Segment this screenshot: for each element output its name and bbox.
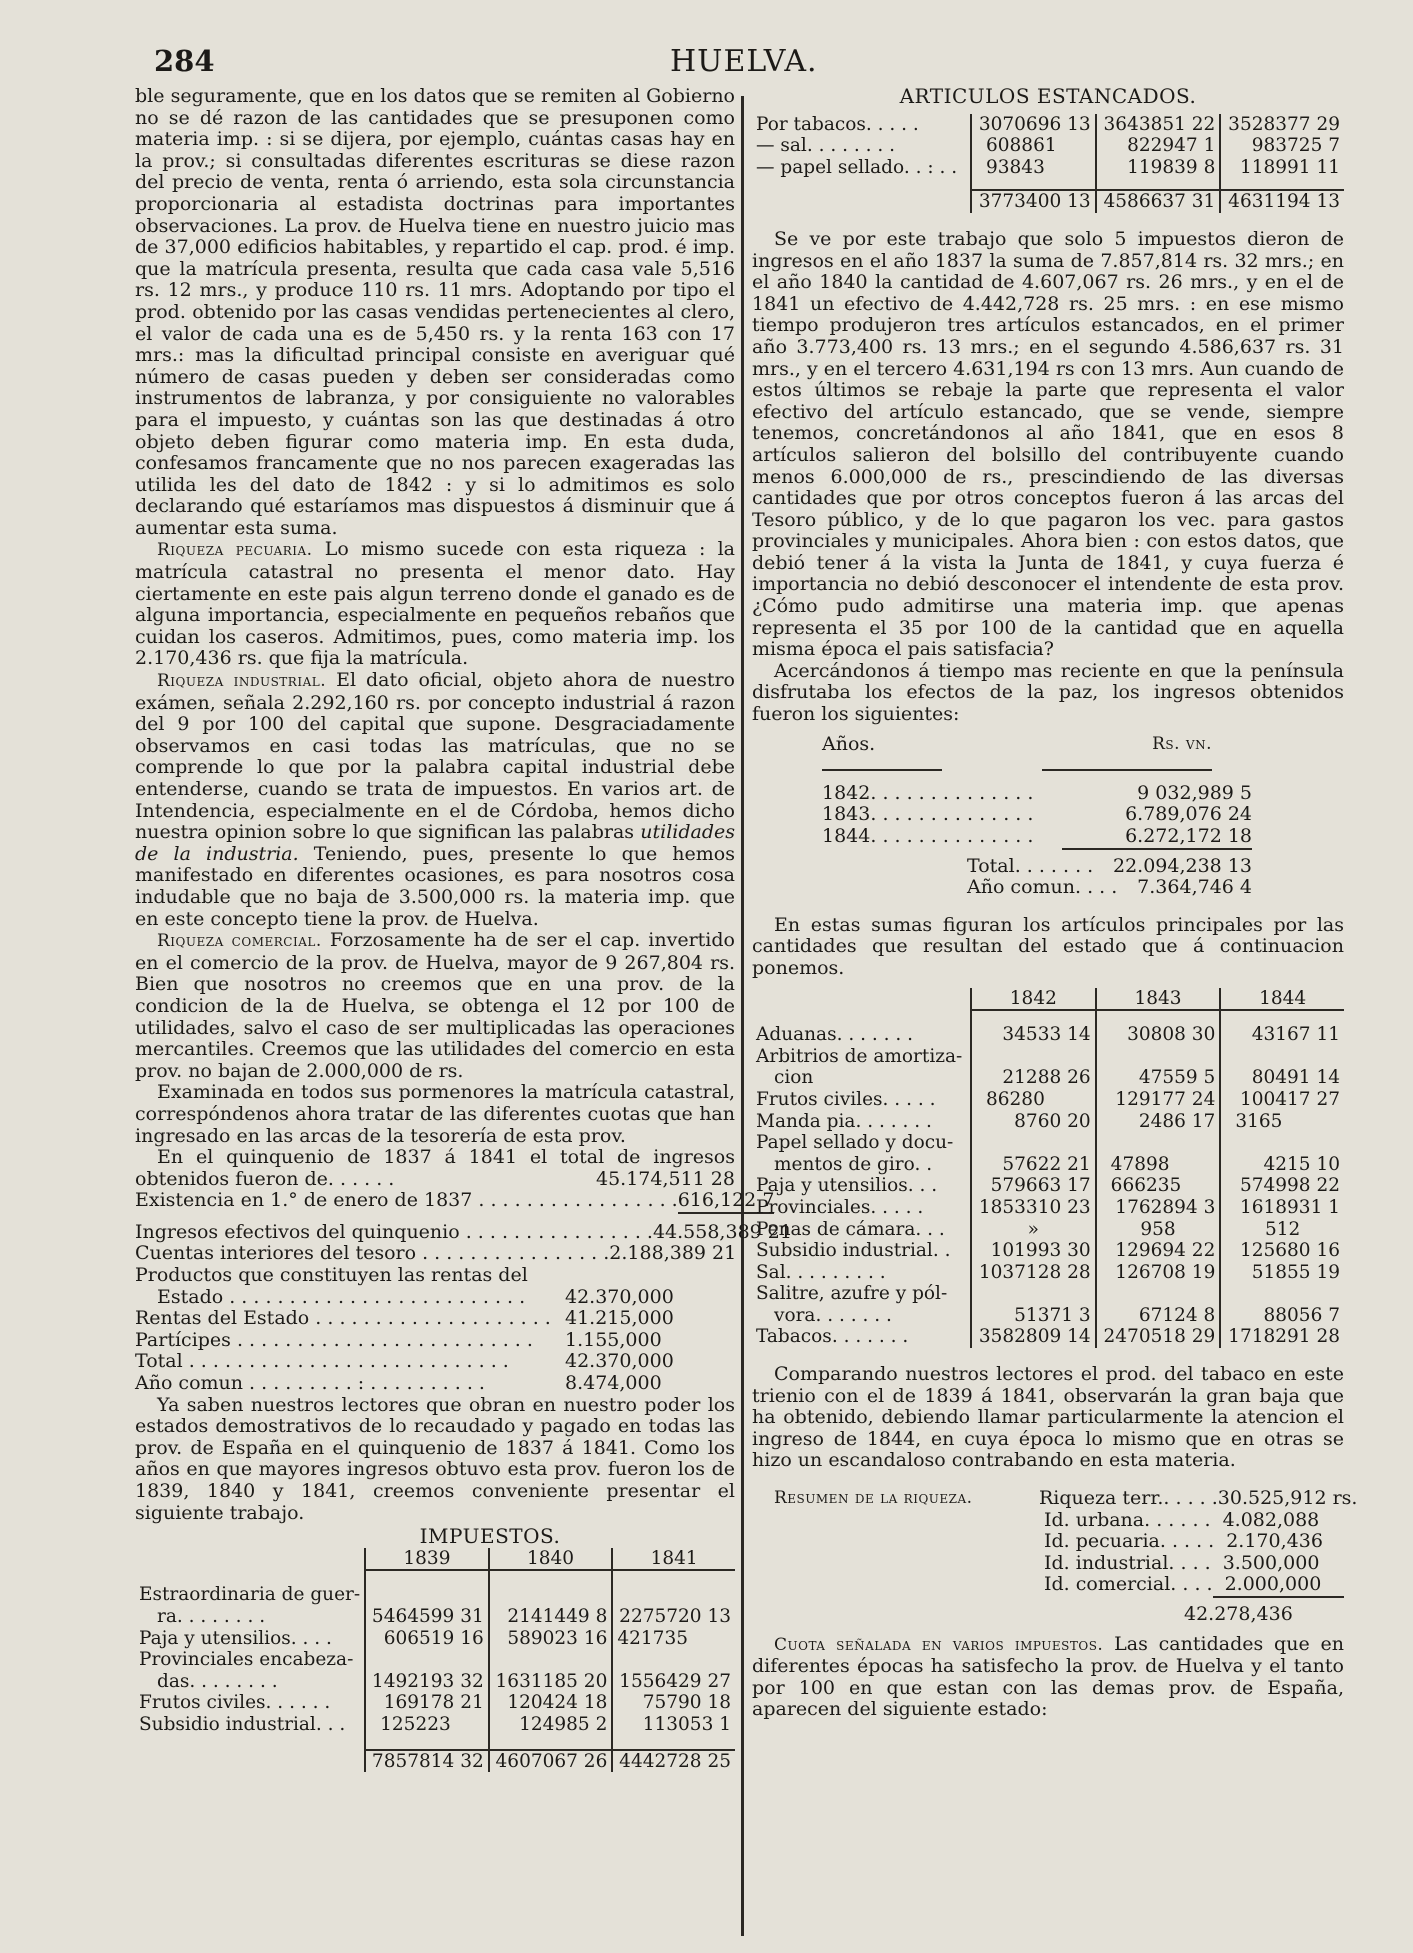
table-cell: 100417 27 [1220,1089,1344,1111]
row-label: Aduanas [756,1024,837,1046]
year-header: 1839 [365,1548,489,1571]
table-row: Provinciales. . . . . 1853310 23 1762894 3 1618931 1 [752,1197,1344,1219]
table-row: Por tabacos. . . . . 3070696 13 3643851 22 3528377 29 [752,114,1344,136]
resumen-label: Id. urbana [1044,1508,1145,1531]
row-rentas: Rentas del Estado . . . . . . . . . . . . . . . . . . . . 41.215,000 [135,1308,735,1330]
table-row: Paja y utensilios. . . . 606519 16 589023 16 421735 [135,1628,735,1650]
table-row: vora. . . . . . . 51371 3 67124 8 88056 7 [752,1305,1344,1327]
anos-heading: Años. [822,732,876,755]
year-value: 6.272,172 18 [1062,826,1252,850]
row-label: ra [157,1605,177,1627]
label-anio-comun: Año comun [135,1372,244,1395]
table-row: Tabacos. . . . . . . 3582809 14 2470518 29 1718291 28 [752,1326,1344,1348]
paragraph-tabaco: Comparando nuestros lectores el prod. del tabaco en este trienio con el de 1839 á 1841, observarán la gran baja que ha obtenido, debiendo llamar particularmente la atencion el ingreso de 1844, en cuya época lo mismo que en otras se hizo un escandaloso contrabando en esta materia. [752,1363,1344,1472]
value-productos: 42.370,000 [565,1285,674,1308]
table-cell: 118991 11 [1220,157,1344,179]
table-cell: 124985 2 [489,1714,613,1736]
text-pecuaria: Lo mismo sucede con esta riqueza : la matrícula catastral no presenta el menor dato. Hay ciertamente en este pais algun terreno donde el ganado es de alguna importancia, especialmente en pequeños rebaños que cuidan los caseros. Admitimos, pues, como materia imp. los 2.170,436 rs. que fija la matrícula. [135,538,735,670]
row-label: cion [774,1067,814,1089]
table-cell: 574998 22 [1220,1175,1344,1197]
table-cell: 1762894 3 [1096,1197,1221,1219]
table-cell: 51855 19 [1220,1262,1344,1284]
table-row: Aduanas. . . . . . . 34533 14 30808 30 43167 11 [752,1024,1344,1046]
table-cell: 3643851 22 [1096,114,1221,136]
row-ingresos: Ingresos efectivos del quinquenio . . . . . . . . . . . . . . . . 44.558,389 21 [135,1220,792,1243]
column-divider [741,96,744,1936]
table-cell: 57622 21 [971,1154,1096,1176]
row-label: Provinciales encabeza- [139,1649,354,1671]
table-cell: 126708 19 [1096,1262,1221,1284]
table-cell: 579663 17 [971,1175,1096,1197]
year-header: 1840 [489,1548,613,1571]
table-row [752,1067,1344,1089]
year-label: 1844 [822,825,871,847]
heading-riqueza-pecuaria: Riqueza pecuaria. [157,540,313,561]
value-total: 42.370,000 [565,1350,674,1373]
anos-total-row: Total. . . . . . . 22.094,238 13 [967,854,1252,877]
row-label: Por tabacos [756,113,866,135]
year-header: 1842 [971,988,1096,1011]
table-row: — sal. . . . . . . . 608861 822947 1 983725 7 [752,135,1344,157]
row-label: vora [774,1304,816,1326]
table-cell: 1037128 28 [971,1262,1096,1284]
text-industrial-a: El dato oficial, objeto ahora de nuestro exámen, señala 2.292,160 rs. por concepto industrial á razon del 9 por 100 del capital que supone. Desgraciadamente observamos en casi todas las matrículas, que no se comprende lo que por la palabra capital industrial debe entenderse, cuando se trata de impuestos. En varios art. de Intendencia, especialmente en el de Córdoba, hemos dicho nuestra opinion sobre lo que significan las palabras [135,669,735,844]
table-cell: 51371 3 [971,1305,1096,1327]
table-cell: 125223 [365,1714,489,1736]
table-cell: 129177 24 [1096,1089,1221,1111]
page-header [0,44,1413,84]
resumen-value: 30.525,912 rs. [1217,1487,1358,1510]
paragraph-quinquenio: En el quinquenio de 1837 á 1841 el total de ingresos obtenidos fueron de. . . . . . 45.174,511 28 [135,1146,735,1190]
heading-cuota: Cuota señalada en varios impuestos. [774,1634,1104,1655]
row-existencia: Existencia en 1.° de enero de 1837 . . . . . . . . . . . . . . . . . 616,122 7 [135,1190,735,1214]
resumen-label: Id. industrial [1044,1551,1169,1574]
resumen-label: Id. comercial [1044,1573,1171,1596]
table-cell: 2486 17 [1096,1111,1221,1133]
table-cell: 86280 [971,1089,1096,1111]
text-cuota: Las cantidades que en diferentes épocas ha satisfecho la prov. de Huelva y el tanto por 100 en que estan con las demas prov. de España, aparecen del siguiente estado: [752,1632,1344,1721]
row-label: das [157,1670,190,1692]
row-label: Provinciales [756,1196,871,1218]
row-label: — sal [756,135,807,157]
table-cell: 3165 [1220,1111,1344,1133]
year-label: 1842 [822,781,871,804]
table-cell: 666235 [1096,1175,1221,1197]
table-cell: » [971,1219,1096,1241]
resumen-row: Id. pecuaria. . . . . 2.170,436 [1039,1531,1344,1553]
heading-riqueza-comercial: Riqueza comercial. [157,931,322,952]
rs-heading: Rs. vn. [1152,733,1212,754]
table-row [752,1283,1344,1305]
value-cuentas: 2.188,389 21 [609,1242,737,1265]
table-row [135,1649,735,1671]
paragraph-comercial [135,930,735,1082]
row-label: Subsidio industrial [139,1713,316,1735]
year-header: 1843 [1096,988,1221,1011]
row-label: Subsidio industrial [756,1240,933,1262]
row-label: Sal [756,1261,786,1283]
table-cell: 1492193 32 [365,1671,489,1693]
resumen-total: 42.278,436 [1184,1603,1293,1625]
row-productos: Estado . . . . . . . . . . . . . . . . . . . . . . . . . 42.370,000 [135,1287,735,1309]
table-cell: 2470518 29 [1096,1326,1221,1348]
anos-row: 1842. . . . . . . . . . . . . . 9 032,989 5 [822,781,1252,804]
anos-header [752,734,1212,756]
table-cell: 512 [1220,1219,1344,1241]
left-column [135,85,792,1772]
heading-resumen: Resumen de la riqueza. [774,1488,973,1509]
table-cell: 101993 30 [971,1240,1096,1262]
table-cell: 8760 20 [971,1111,1096,1133]
label-rentas: Rentas del Estado [135,1307,310,1330]
row-label: Paja y utensilios [139,1627,291,1649]
table-cell: 1556429 27 [612,1671,735,1693]
paragraph-peninsula: Acercándonos á tiempo mas reciente en que la península disfrutaba los efectos de la paz, los ingresos obtenidos fueron los siguientes: [752,659,1344,726]
table-cell: 21288 26 [971,1067,1096,1089]
total-cell: 3773400 13 [971,190,1096,213]
page-number: 284 [154,44,215,78]
row-label: Penas de cámara [756,1218,916,1240]
value-participes: 1.155,000 [565,1328,662,1351]
anos-comun-value: 7.364,746 4 [1137,876,1252,899]
row-label: Frutos civiles [756,1088,883,1110]
paragraph-industrial [135,670,735,930]
value-rentas: 41.215,000 [565,1307,674,1330]
year-label: 1843 [822,803,871,826]
table-cell: 113053 1 [612,1714,735,1736]
resumen-label: Id. pecuaria [1044,1530,1160,1553]
table-row: Subsidio industrial. . . 125223 124985 2 113053 1 [135,1714,735,1736]
anos-comun-row: Año comun. . . . 7.364,746 4 [967,876,1252,899]
table-row: Sal. . . . . . . . . 1037128 28 126708 19 51855 19 [752,1262,1344,1284]
label-participes: Partícipes [135,1328,231,1351]
resumen-value: 2.000,000 [1213,1574,1344,1598]
table-cell: 1718291 28 [1220,1326,1344,1348]
estancados-total-row [752,190,1344,213]
total-cell: 7857814 32 [365,1750,489,1773]
row-participes: Partícipes . . . . . . . . . . . . . . . . . . . . . . . . . 1.155,000 [135,1330,735,1352]
impuestos-title: IMPUESTOS. [419,1524,561,1549]
label-productos-estado: Estado [157,1285,224,1308]
total-cell: 4586637 31 [1096,190,1221,213]
paragraph-houses: ble seguramente, que en los datos que se remiten al Gobierno no se dé razon de las cantidades que se presuponen como materia imp. : si se dijera, por ejemplo, cuántas casas hay en la prov.; si consultadas diferentes escrituras se diese razon del precio de venta, renta ó arriendo, esta sola circunstancia proporcionaria al estadista doctrinas para importantes observaciones. La prov. de Huelva tiene en nuestro juicio mas de 37,000 edificios habitables, y repartido el cap. prod. é imp. que la matrícula presenta, resulta que cada casa vale 5,516 rs. 12 mrs., y produce 110 rs. 11 mrs. Adoptando por tipo el prod. obtenido por las casas vendidas pertenecientes al clero, el valor de cada una es de 5,450 rs. y la renta 163 con 17 mrs.: mas la dificultad principal consiste en averiguar qué número de casas pueden y deben ser consideradas como instrumentos de labranza, y por consiguiente no valorables para el impuesto, y cuántas son las que destinadas á otro objeto deben figurar como materia imp. En esta duda, confesamos francamente que no nos parecen exageradas las utilida les del dato de 1842 : y si lo admitimos es solo declarando qué estaríamos mas dispuestos á disminuir que á aumentar esta suma. [135,85,735,539]
table-cell: 93843 [971,157,1096,179]
year-header: 1844 [1220,988,1344,1011]
table-cell: 5464599 31 [365,1606,489,1628]
resumen-row: Id. urbana. . . . . . 4.082,088 [1039,1510,1344,1532]
impuestos-header-row [135,1548,735,1571]
paragraph-estados: Ya saben nuestros lectores que obran en nuestro poder los estados demostrativos de lo recaudado y pagado en todas las prov. de España en el quinquenio de 1837 á 1841. Como los años en que mayores ingresos obtuvo esta prov. fueron los de 1839, 1840 y 1841, creemos conveniente presentar el siguiente trabajo. [135,1393,735,1524]
anos-total-label: Total [967,854,1015,877]
label-existencia: Existencia en 1.° de enero de 1837 [135,1189,473,1212]
table-cell: 608861 [971,135,1096,157]
paragraph-pecuaria [135,539,735,670]
anos-total-value: 22.094,238 13 [1112,854,1252,877]
text-quinquenio: En el quinquenio de 1837 á 1841 el total de ingresos obtenidos fueron de [135,1146,735,1190]
label-cuentas: Cuentas interiores del tesoro [135,1242,417,1265]
table-row: Frutos civiles. . . . . . 169178 21 120424 18 75790 18 [135,1692,735,1714]
resumen-row: Id. industrial. . . . 3.500,000 [1039,1553,1344,1575]
total-cell: 4442728 25 [612,1750,735,1773]
paragraph-matricula: Examinada en todos sus pormenores la matrícula catastral, correspóndenos ahora tratar de las diferentes cuotas que han ingresado en las arcas de la tesorería de esta prov. [135,1081,735,1147]
table-cell: 30808 30 [1096,1024,1221,1046]
estancados-table [752,114,1344,213]
table-cell: 1631185 20 [489,1671,613,1693]
table-cell: 75790 18 [612,1692,735,1714]
label-productos: Productos que constituyen las rentas del [135,1264,528,1287]
resumen-row: Id. comercial. . . . 2.000,000 [1039,1574,1344,1598]
row-label: — papel sellado [756,156,904,178]
table-row: Paja y utensilios. . . 579663 17 666235 574998 22 [752,1175,1344,1197]
text-industrial-italic: utilidades de la industria. [135,821,735,865]
table-cell: 3070696 13 [971,114,1096,136]
table-cell: 2141449 8 [489,1606,613,1628]
resumen-value: 4.082,088 [1222,1508,1320,1531]
value-anio-comun: 8.474,000 [565,1372,662,1395]
value-ingresos: 44.558,389 21 [652,1220,792,1243]
table-row [752,1046,1344,1068]
resumen-block [752,1487,1358,1626]
table-cell: 2275720 13 [612,1606,735,1628]
paragraph-impuestos-analysis: Se ve por este trabajo que solo 5 impuestos dieron de ingresos en el año 1837 la suma de 7.857,814 rs. 32 mrs.; en el año 1840 la cantidad de 4.607,067 rs. 26 mrs., y en el de 1841 un efectivo de 4.442,728 rs. 25 mrs. : en ese mismo tiempo produjeron tres artículos estancados, en el primer año 3.773,400 rs. 13 mrs.; en el segundo 4.586,637 rs. 31 mrs., y en el tercero 4.631,194 rs con 13 mrs. Aun cuando de estos últimos se rebaje la parte que representa el valor efectivo del artículo estancado, que se vende, siempre tenemos, concretándonos al año 1841, que en esos 8 artículos salieron del bolsillo del contribuyente cuando menos 6.000,000 de rs., prescindiendo de las diversas cantidades que por otros conceptos fueron á las arcas del Tesoro público, y de lo que pagaron los vec. para gastos provinciales y municipales. Ahora bien : con estos datos, que debió tener á la vista la Junta de 1841, y cuya fuerza é importancia no debió desconocer el intendente de esta prov. ¿Cómo pudo admitirse una materia imp. que apenas representa el 35 por 100 de la cantidad que en aquella misma época el pais satisfacia? [752,227,1344,661]
row-label: Paja y utensilios [756,1175,908,1197]
table-cell: 47559 5 [1096,1067,1221,1089]
heading-riqueza-industrial: Riqueza industrial. [157,671,327,692]
right-column [752,84,1358,1721]
table-row: das. . . . . . . . 1492193 32 1631185 20 1556429 27 [135,1671,735,1693]
text-industrial-b: Teniendo, pues, presente lo que hemos manifestado en diferentes ocasiones, es para nosotros cosa indudable que no baja de 3.500,000 rs. la materia imp. que en este concepto tiene la prov. de Huelva. [135,842,735,930]
resumen-value: 3.500,000 [1222,1551,1320,1574]
row-cuentas: Cuentas interiores del tesoro . . . . . . . . . . . . . . . . 2.188,389 21 [135,1242,737,1265]
table-row [752,1132,1344,1154]
row-label: Frutos civiles [139,1692,266,1714]
paragraph-articulos: En estas sumas figuran los artículos principales por las cantidades que resultan del estado que á continuacion ponemos. [752,913,1344,979]
table-row: Penas de cámara. . . » 958 512 [752,1219,1344,1241]
row-label: Salitre, azufre y pól- [756,1283,948,1305]
detalle-header-row [752,988,1344,1011]
table-cell: 822947 1 [1096,135,1221,157]
table-row: ra. . . . . . . . 5464599 31 2141449 8 2275720 13 [135,1606,735,1628]
table-cell: 606519 16 [365,1628,489,1650]
paragraph-cuota [752,1634,1344,1721]
table-cell: 47898 [1096,1154,1221,1176]
anos-row: 1844. . . . . . . . . . . . . . 6.272,172 18 [752,826,1252,850]
table-cell: 129694 22 [1096,1240,1221,1262]
label-ingresos: Ingresos efectivos del quinquenio [135,1220,460,1243]
year-value: 9 032,989 5 [1137,781,1252,804]
table-cell: 4215 10 [1220,1154,1344,1176]
table-row: mentos de giro. . 57622 21 47898 4215 10 [752,1154,1344,1176]
row-label: Tabacos [756,1326,832,1348]
table-cell: 67124 8 [1096,1305,1221,1327]
year-value: 6.789,076 24 [1125,803,1252,826]
resumen-row: Riqueza terr.. . . . . 30.525,912 rs. [1039,1487,1358,1510]
table-cell: 88056 7 [1220,1305,1344,1327]
anos-comun-label: Año comun [967,876,1076,899]
table-cell: 34533 14 [971,1024,1096,1046]
table-cell: 80491 14 [1220,1067,1344,1089]
table-cell: 169178 21 [365,1692,489,1714]
row-anio-comun: Año comun . . . . . . . . . : . . . . . . . . . . 8.474,000 [135,1373,735,1395]
row-total: Total . . . . . . . . . . . . . . . . . . . . . . . . . . . 42.370,000 [135,1351,735,1373]
row-label: Papel sellado y docu- [756,1132,954,1154]
estancados-title: ARTICULOS ESTANCADOS. [899,84,1197,108]
row-label: mentos de giro [774,1153,915,1175]
anos-row: 1843. . . . . . . . . . . . . . 6.789,076 24 [822,803,1252,826]
table-cell: 983725 7 [1220,135,1344,157]
label-total: Total [135,1350,183,1373]
table-row: — papel sellado. . : . . 93843 119839 8 118991 11 [752,157,1344,179]
detalle-table [752,988,1344,1349]
resumen-label: Riqueza terr. [1039,1487,1164,1510]
page-title: HUELVA. [670,44,818,79]
table-cell: 3528377 29 [1220,114,1344,136]
table-cell: 1618931 1 [1220,1197,1344,1219]
table-cell: 421735 [612,1628,735,1650]
table-row [135,1584,735,1606]
table-cell: 1853310 23 [971,1197,1096,1219]
year-header: 1841 [612,1548,735,1571]
total-cell: 4631194 13 [1220,190,1344,213]
table-cell: 119839 8 [1096,157,1221,179]
impuestos-total-row [135,1750,735,1773]
table-cell: 125680 16 [1220,1240,1344,1262]
table-cell: 589023 16 [489,1628,613,1650]
row-label: Arbitrios de amortiza- [756,1045,963,1067]
table-cell: 958 [1096,1219,1221,1241]
resumen-value: 2.170,436 [1226,1530,1323,1553]
row-label: Estraordinaria de guer- [139,1584,361,1606]
table-cell: 3582809 14 [971,1326,1096,1348]
value-existencia: 616,122 7 [678,1190,775,1214]
text-comercial: Forzosamente ha de ser el cap. invertido en el comercio de la prov. de Huelva, mayor de 9 267,804 rs. Bien que nosotros no creemos que en una prov. de la condicion de la de Huelva, se obtenga el 12 por 100 de utilidades, salvo el caso de ser multiplicadas las operaciones mercantiles. Creemos que las utilidades del comercio en esta prov. no bajan de 2.000,000 de rs. [135,929,735,1082]
table-row: Subsidio industrial. . 101993 30 129694 22 125680 16 [752,1240,1344,1262]
table-row: Manda pia. . . . . . . 8760 20 2486 17 3165 [752,1111,1344,1133]
table-row: Frutos civiles. . . . . 86280 129177 24 100417 27 [752,1089,1344,1111]
total-cell: 4607067 26 [489,1750,613,1773]
impuestos-table [135,1548,735,1772]
value-quinquenio: 45.174,511 28 [595,1167,735,1190]
table-cell: 120424 18 [489,1692,613,1714]
table-cell: 43167 11 [1220,1024,1344,1046]
row-label: Manda pia [756,1110,856,1132]
